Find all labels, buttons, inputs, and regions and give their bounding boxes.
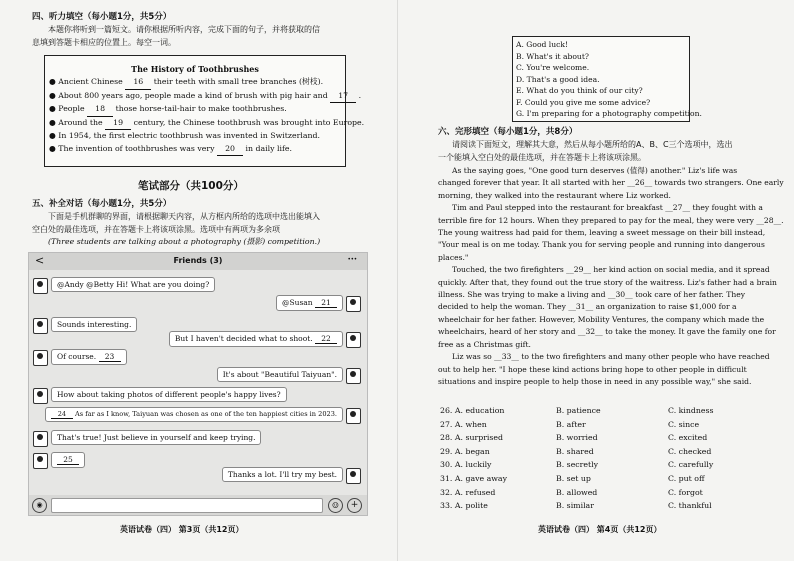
message-text: @Andy @Betty Hi! What are you doing? bbox=[57, 280, 210, 289]
listening-instructions-line2: 息填到答题卡相应的位置上。每空一词。 bbox=[32, 38, 176, 47]
box-line bbox=[49, 90, 362, 104]
chat-bubble bbox=[51, 430, 261, 445]
chat-title: Friends (3) bbox=[173, 256, 223, 265]
box-line bbox=[49, 76, 345, 90]
message-text: Of course. bbox=[57, 352, 97, 361]
avatar bbox=[346, 468, 361, 484]
options-box bbox=[512, 36, 702, 122]
blank-number: 18 bbox=[87, 103, 113, 117]
choice-option[interactable]: 28. A. surprised bbox=[440, 433, 504, 443]
choice-option[interactable]: C. put off bbox=[668, 474, 705, 483]
emoji-icon[interactable]: ☺ bbox=[328, 498, 343, 513]
toothbrush-history-box bbox=[44, 55, 365, 167]
choice-option[interactable]: B. worried bbox=[556, 433, 598, 443]
choice-option[interactable]: 32. A. refused bbox=[440, 487, 496, 497]
message-text: @Susan bbox=[281, 298, 313, 307]
choice-option[interactable]: B. after bbox=[556, 419, 586, 429]
choice-option[interactable]: C. forgot bbox=[668, 487, 703, 497]
choice-option[interactable]: C. kindness bbox=[668, 406, 714, 415]
blank-number: 24 bbox=[51, 410, 73, 419]
choice-option[interactable]: 33. A. polite bbox=[440, 501, 488, 511]
choice-option[interactable]: C. excited bbox=[668, 433, 708, 443]
avatar bbox=[346, 408, 361, 424]
left-page-footer: 英语试卷（四） 第3页（共12页） bbox=[120, 525, 244, 534]
chat-bubble bbox=[222, 467, 343, 482]
box-line bbox=[49, 143, 345, 157]
blank-number: 19 bbox=[105, 117, 131, 131]
passage-line: decided to help the woman. They __31__ an organization to raise $1,000 for a bbox=[438, 302, 737, 312]
blank-number: 16 bbox=[125, 76, 151, 90]
cloze-passage bbox=[438, 165, 784, 388]
choice-option[interactable]: 31. A. gave away bbox=[440, 474, 507, 483]
right-page-footer: 英语试卷（四） 第4页（共12页） bbox=[538, 525, 662, 534]
passage-line: morning, they walked into the restaurant where Liz worked. bbox=[438, 190, 671, 200]
box-title: The History of Toothbrushes bbox=[131, 64, 259, 74]
avatar bbox=[346, 296, 361, 312]
box-line bbox=[49, 103, 345, 117]
chat-bubble bbox=[45, 407, 343, 422]
passage-line: Liz was so __33__ to the two firefighters and many other people who have reached bbox=[452, 352, 770, 362]
box-line bbox=[49, 130, 345, 143]
bullet-icon: ● bbox=[49, 104, 59, 113]
bullet-icon: ● bbox=[49, 90, 59, 100]
passage-line: out to help her. "I hope these kind actions bring hope to other people in difficult bbox=[438, 364, 747, 374]
listening-instructions-line1: 本题你将听到一篇短文。请你根据所听内容，完成下面的句子，并将获取的信 bbox=[48, 25, 320, 34]
avatar bbox=[346, 368, 361, 384]
bullet-icon: ● bbox=[49, 131, 59, 140]
chat-bubble bbox=[217, 367, 343, 382]
chat-bubble bbox=[51, 349, 127, 365]
option-item: E. What do you think of our city? bbox=[516, 86, 643, 95]
avatar bbox=[33, 431, 48, 447]
choice-option[interactable]: C. thankful bbox=[668, 501, 712, 511]
box-line-pre: In 1954, the first electric toothbrush was invented in Switzerland. bbox=[58, 131, 320, 140]
cloze-instructions-line2: 一个能填入空白处的最佳选项，并在答题卡上将该项涂黑。 bbox=[438, 153, 646, 162]
cloze-instructions-line1: 请阅读下面短文，理解其大意，然后从每小题所给的A、B、C三个选项中，选出 bbox=[452, 140, 733, 149]
bullet-icon: ● bbox=[49, 77, 59, 86]
dialog-instructions-line1: 下面是手机群聊的界面，请根据聊天内容，从方框内所给的选项中选出能填入 bbox=[48, 212, 320, 221]
message-text: But I haven't decided what to shoot. bbox=[174, 334, 313, 343]
blank-number: 21 bbox=[315, 298, 337, 308]
chat-bubble bbox=[169, 331, 343, 347]
chat-bubble bbox=[51, 317, 137, 332]
dialog-scene: (Three students are talking about a photography (摄影) competition.) bbox=[48, 237, 321, 246]
option-item: A. Good luck! bbox=[516, 40, 569, 49]
options-list bbox=[513, 37, 702, 122]
choice-option[interactable]: 26. A. education bbox=[440, 406, 505, 415]
box-line-post: . bbox=[358, 90, 362, 100]
blank-number: 23 bbox=[99, 352, 121, 362]
chat-bubble bbox=[51, 387, 287, 402]
passage-line: wheelchair for her father. However, Mobility Ventures, the company which made the bbox=[438, 314, 765, 324]
option-item: C. You're welcome. bbox=[516, 63, 590, 72]
passage-line: situations and inspire people to help those in need in any possible way," she said. bbox=[438, 376, 752, 386]
message-text: It's about "Beautiful Taiyuan". bbox=[222, 370, 337, 379]
blank-number: 20 bbox=[217, 143, 243, 157]
dialog-instructions-line2: 空白处的最佳选项，并在答题卡上将该项涂黑。选项中有两项为多余项 bbox=[32, 225, 280, 234]
box-line-pre: About 800 years ago, people made a kind of brush with pig hair and bbox=[58, 90, 328, 100]
passage-line: "Your meal is on me today. Thank you for serving people and running into dangerous bbox=[438, 240, 765, 250]
add-icon[interactable]: + bbox=[347, 498, 362, 513]
chat-titlebar bbox=[29, 253, 367, 270]
passage-line: The young waitress had paid for them, leaving a sweet message on their bill instead, bbox=[438, 228, 766, 238]
box-line-post: in daily life. bbox=[245, 143, 292, 153]
cloze-choices bbox=[440, 406, 770, 516]
chat-bubble bbox=[276, 295, 343, 311]
choice-option[interactable]: B. similar bbox=[556, 501, 594, 511]
option-item: G. I'm preparing for a photography competition. bbox=[516, 109, 702, 118]
bullet-icon: ● bbox=[49, 143, 59, 153]
box-line-pre: The invention of toothbrushes was very bbox=[58, 143, 215, 153]
choice-option[interactable]: B. shared bbox=[556, 446, 594, 456]
box-line bbox=[49, 117, 365, 131]
box-lines bbox=[49, 76, 365, 156]
avatar bbox=[33, 318, 48, 334]
avatar bbox=[33, 278, 48, 294]
bullet-icon: ● bbox=[49, 117, 59, 127]
choice-option[interactable]: B. patience bbox=[556, 406, 601, 415]
box-line-post: century, the Chinese toothbrush was brought into Europe. bbox=[133, 117, 365, 127]
choice-option[interactable]: 30. A. luckily bbox=[440, 460, 492, 470]
message-text: How about taking photos of different people's happy lives? bbox=[57, 390, 281, 399]
passage-line: places." bbox=[438, 252, 469, 262]
dialog-section-header: 五、补全对话（每小题1分，共5分） bbox=[32, 199, 172, 209]
choice-option[interactable]: C. checked bbox=[668, 446, 712, 456]
box-line-post: those horse-tail-hair to make toothbrushes. bbox=[115, 104, 287, 113]
choice-option[interactable]: B. secretly bbox=[556, 460, 599, 470]
passage-line: changed forever that year. It all started with her __26__ towards two strangers. One early bbox=[438, 178, 784, 188]
choice-option[interactable]: 27. A. when bbox=[440, 419, 487, 429]
choice-option[interactable]: B. allowed bbox=[556, 487, 598, 497]
box-line-pre: People bbox=[58, 104, 85, 113]
voice-icon[interactable]: ◉ bbox=[32, 498, 47, 513]
passage-line: free as a Christmas gift. bbox=[438, 339, 531, 349]
chat-bubble bbox=[51, 277, 215, 292]
blank-number: 22 bbox=[315, 334, 337, 344]
passage-line: Touched, the two firefighters __29__ her kind action on social media, and it spread bbox=[452, 265, 770, 275]
avatar bbox=[346, 332, 361, 348]
avatar bbox=[33, 453, 48, 469]
more-menu-button[interactable]: ··· bbox=[347, 255, 357, 265]
written-part-title: 笔试部分（共100分） bbox=[138, 180, 244, 192]
message-text: Thanks a lot. I'll try my best. bbox=[227, 470, 337, 479]
message-text: Sounds interesting. bbox=[57, 320, 132, 329]
chat-input-bar bbox=[29, 495, 367, 515]
box-line-pre: Around the bbox=[58, 117, 103, 127]
avatar bbox=[33, 388, 48, 404]
passage-line: wheelchairs, heard of her story and __32__ to take the money. It gave the family one for bbox=[438, 327, 776, 337]
passage-line: As the saying goes, "One good turn deserves (值得) another." Liz's life was bbox=[452, 166, 738, 175]
passage-line: terrible fire for 12 hours. When they prepared to pay for the meal, they were very __28__. bbox=[438, 215, 784, 225]
blank-number: 25 bbox=[57, 455, 79, 465]
chat-bubble bbox=[51, 452, 85, 468]
blank-number: 17 bbox=[330, 90, 356, 104]
option-item: F. Could you give me some advice? bbox=[516, 97, 651, 107]
option-item: D. That's a good idea. bbox=[516, 74, 600, 84]
message-text: That's true! Just believe in yourself and keep trying. bbox=[57, 433, 256, 442]
listening-section-header: 四、听力填空（每小题1分，共5分） bbox=[32, 12, 172, 22]
choice-option[interactable]: B. set up bbox=[556, 474, 591, 483]
passage-line: illness. She was trying to make a living and __30__ took care of her father. They bbox=[438, 290, 746, 300]
passage-line: Tim and Paul stepped into the restaurant for breakfast __27__ they fought with a bbox=[452, 203, 763, 213]
box-line-post: their teeth with small tree branches (树枝). bbox=[153, 77, 324, 86]
choice-option[interactable]: C. carefully bbox=[668, 460, 714, 470]
option-item: B. What's it about? bbox=[516, 51, 589, 61]
chat-window bbox=[28, 252, 368, 516]
message-text: As far as I know, Taiyuan was chosen as one of the ten happiest cities in 2023. bbox=[75, 410, 337, 418]
avatar bbox=[33, 350, 48, 366]
passage-line: quickly. After that, they found out the true story of the waitress. Liz's father had a brain bbox=[438, 277, 777, 287]
back-button[interactable]: < bbox=[35, 254, 45, 267]
page-fold bbox=[397, 0, 398, 561]
message-input[interactable] bbox=[51, 498, 323, 513]
box-line-pre: Ancient Chinese bbox=[58, 77, 123, 86]
choice-option[interactable]: 29. A. began bbox=[440, 446, 490, 456]
cloze-section-header: 六、完形填空（每小题1分，共8分） bbox=[438, 127, 578, 137]
choice-option[interactable]: C. since bbox=[668, 419, 700, 429]
